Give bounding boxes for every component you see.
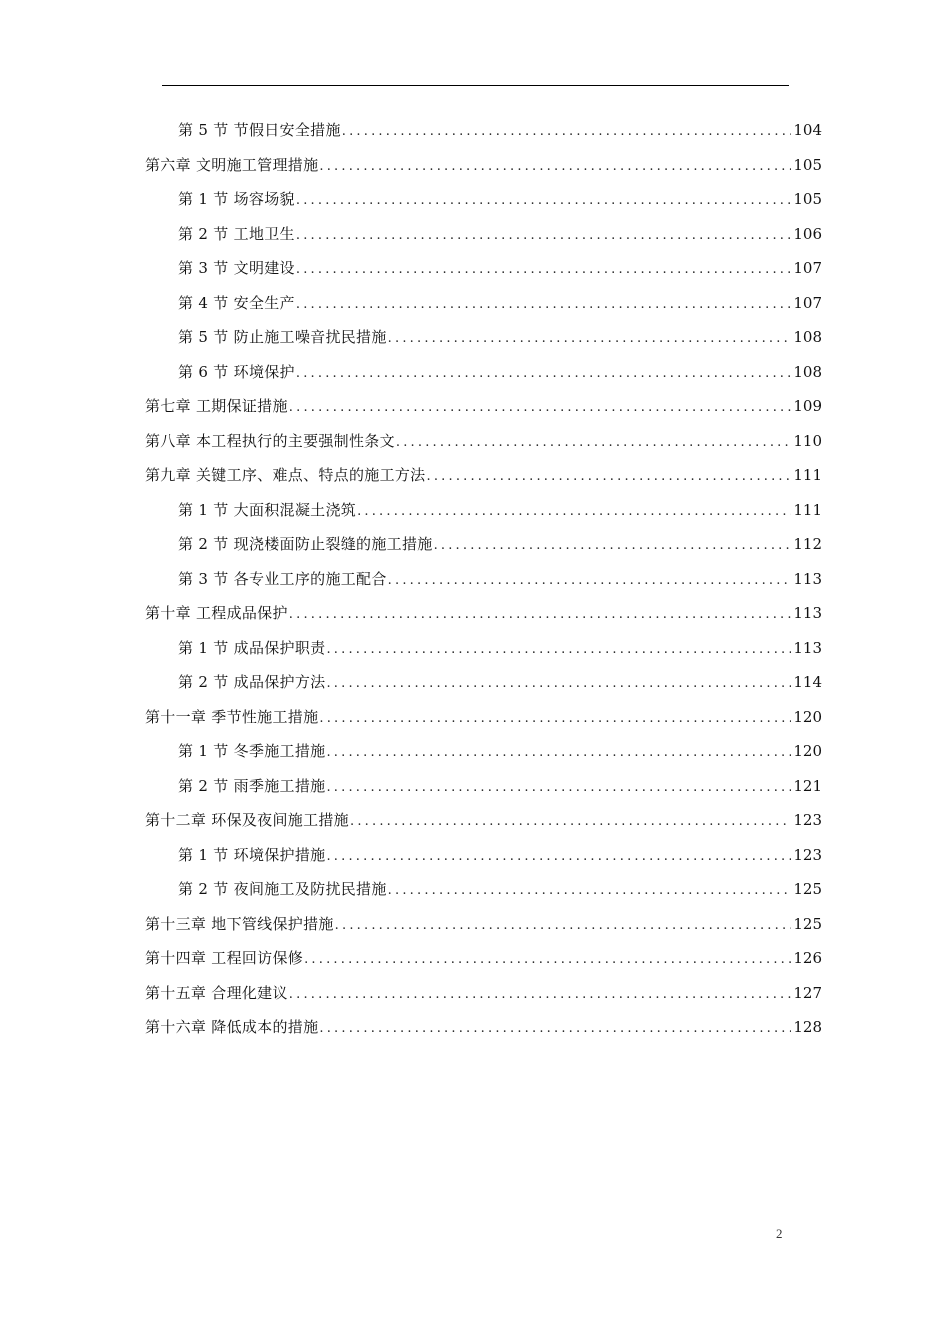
toc-section-entry[interactable] [178, 254, 822, 282]
toc-dot-leader [433, 532, 792, 560]
toc-dot-leader [325, 739, 791, 767]
toc-entry-title: 第 2 节 工地卫生 [178, 224, 295, 243]
toc-entry-page: 106 [793, 224, 822, 243]
toc-chapter-entry[interactable] [145, 944, 822, 972]
toc-entry-title: 第 1 节 场容场貌 [178, 190, 295, 208]
page-number: 2 [776, 1226, 783, 1241]
toc-entry-title: 第 1 节 大面积混凝土浇筑 [178, 500, 357, 519]
toc-entry-page: 111 [793, 466, 822, 484]
toc-entry-title: 第九章 关键工序、难点、特点的施工方法 [145, 466, 426, 484]
toc-section-entry[interactable] [178, 530, 822, 558]
toc-entry-title: 第 3 节 文明建设 [178, 259, 295, 277]
toc-entry-title: 第 6 节 环境保护 [178, 362, 295, 381]
toc-entry-page: 108 [793, 328, 822, 346]
toc-entry-page: 105 [793, 190, 822, 208]
toc-dot-leader [325, 774, 791, 802]
toc-entry-page: 105 [793, 155, 822, 174]
toc-dot-leader [318, 153, 791, 181]
toc-dot-leader [356, 498, 791, 526]
toc-dot-leader [334, 912, 792, 940]
toc-chapter-entry[interactable] [145, 599, 822, 627]
toc-section-entry[interactable] [178, 668, 822, 696]
toc-dot-leader [318, 705, 791, 733]
toc-dot-leader [295, 187, 792, 215]
toc-entry-page: 109 [793, 397, 822, 415]
toc-chapter-entry[interactable] [145, 1013, 822, 1041]
toc-entry-page: 120 [793, 707, 822, 726]
toc-section-entry[interactable] [178, 220, 822, 248]
toc-section-entry[interactable] [178, 875, 822, 903]
toc-entry-page: 107 [793, 293, 822, 312]
toc-entry-title: 第六章 文明施工管理措施 [145, 155, 319, 174]
toc-dot-leader [387, 567, 792, 595]
toc-entry-title: 第 2 节 雨季施工措施 [178, 776, 326, 795]
toc-dot-leader [349, 808, 791, 836]
toc-dot-leader [288, 394, 792, 422]
toc-section-entry[interactable] [178, 737, 822, 765]
toc-entry-title: 第十二章 环保及夜间施工措施 [145, 811, 349, 829]
toc-entry-title: 第 2 节 现浇楼面防止裂缝的施工措施 [178, 535, 433, 553]
toc-dot-leader [318, 1015, 791, 1043]
toc-entry-page: 114 [793, 673, 822, 691]
toc-entry-page: 125 [793, 880, 822, 898]
toc-section-entry[interactable] [178, 323, 822, 351]
toc-section-entry[interactable] [178, 841, 822, 869]
toc-entry-title: 第八章 本工程执行的主要强制性条文 [145, 431, 395, 450]
toc-chapter-entry[interactable] [145, 427, 822, 455]
toc-entry-page: 128 [793, 1018, 822, 1036]
toc-dot-leader [295, 360, 792, 388]
toc-entry-page: 123 [793, 811, 822, 829]
toc-chapter-entry[interactable] [145, 703, 822, 731]
toc-entry-title: 第 2 节 成品保护方法 [178, 673, 326, 691]
toc-entry-title: 第十三章 地下管线保护措施 [145, 914, 334, 933]
toc-entry-page: 110 [793, 431, 822, 450]
toc-chapter-entry[interactable] [145, 910, 822, 938]
toc-entry-page: 113 [793, 604, 822, 622]
toc-entry-page: 120 [793, 742, 822, 760]
toc-chapter-entry[interactable] [145, 806, 822, 834]
toc-chapter-entry[interactable] [145, 151, 822, 179]
toc-chapter-entry[interactable] [145, 979, 822, 1007]
toc-entry-page: 125 [793, 914, 822, 933]
toc-dot-leader [387, 325, 792, 353]
toc-dot-leader [387, 877, 792, 905]
toc-entry-title: 第十六章 降低成本的措施 [145, 1018, 319, 1036]
toc-entry-title: 第 5 节 防止施工噪音扰民措施 [178, 328, 387, 346]
toc-entry-page: 104 [793, 121, 822, 139]
toc-section-entry[interactable] [178, 289, 822, 317]
toc-dot-leader [288, 601, 792, 629]
toc-entry-title: 第 1 节 成品保护职责 [178, 638, 326, 657]
toc-section-entry[interactable] [178, 185, 822, 213]
toc-dot-leader [425, 463, 791, 491]
toc-dot-leader [341, 118, 792, 146]
toc-chapter-entry[interactable] [145, 392, 822, 420]
header-rule [162, 85, 789, 86]
toc-section-entry[interactable] [178, 772, 822, 800]
toc-dot-leader [288, 981, 792, 1009]
toc-entry-title: 第 4 节 安全生产 [178, 293, 295, 312]
toc-entry-title: 第十章 工程成品保护 [145, 604, 288, 622]
toc-dot-leader [325, 670, 791, 698]
toc-entry-title: 第 1 节 冬季施工措施 [178, 742, 326, 760]
toc-entry-title: 第 2 节 夜间施工及防扰民措施 [178, 880, 387, 898]
toc-entry-title: 第十五章 合理化建议 [145, 983, 288, 1002]
toc-entry-title: 第 1 节 环境保护措施 [178, 845, 326, 864]
toc-dot-leader [303, 946, 791, 974]
toc-entry-title: 第十一章 季节性施工措施 [145, 707, 319, 726]
toc-chapter-entry[interactable] [145, 461, 822, 489]
toc-entry-page: 127 [793, 983, 822, 1002]
toc-entry-page: 113 [793, 569, 822, 588]
toc-entry-page: 107 [793, 259, 822, 277]
toc-section-entry[interactable] [178, 634, 822, 662]
toc-entry-page: 121 [793, 776, 822, 795]
toc-entry-page: 113 [793, 638, 822, 657]
toc-entry-page: 111 [793, 500, 822, 519]
toc-entry-page: 126 [793, 949, 822, 967]
toc-section-entry[interactable] [178, 116, 822, 144]
toc-section-entry[interactable] [178, 358, 822, 386]
toc-entry-page: 108 [793, 362, 822, 381]
toc-dot-leader [395, 429, 791, 457]
toc-dot-leader [325, 636, 791, 664]
toc-dot-leader [295, 256, 792, 284]
toc-dot-leader [295, 222, 792, 250]
toc-entry-page: 112 [793, 535, 822, 553]
toc-entry-title: 第 3 节 各专业工序的施工配合 [178, 569, 387, 588]
toc-entry-page: 123 [793, 845, 822, 864]
toc-section-entry[interactable] [178, 496, 822, 524]
toc-section-entry[interactable] [178, 565, 822, 593]
toc-entry-title: 第 5 节 节假日安全措施 [178, 121, 341, 139]
toc-entry-title: 第七章 工期保证措施 [145, 397, 288, 415]
toc-dot-leader [325, 843, 791, 871]
toc-dot-leader [295, 291, 792, 319]
toc-entry-title: 第十四章 工程回访保修 [145, 949, 304, 967]
